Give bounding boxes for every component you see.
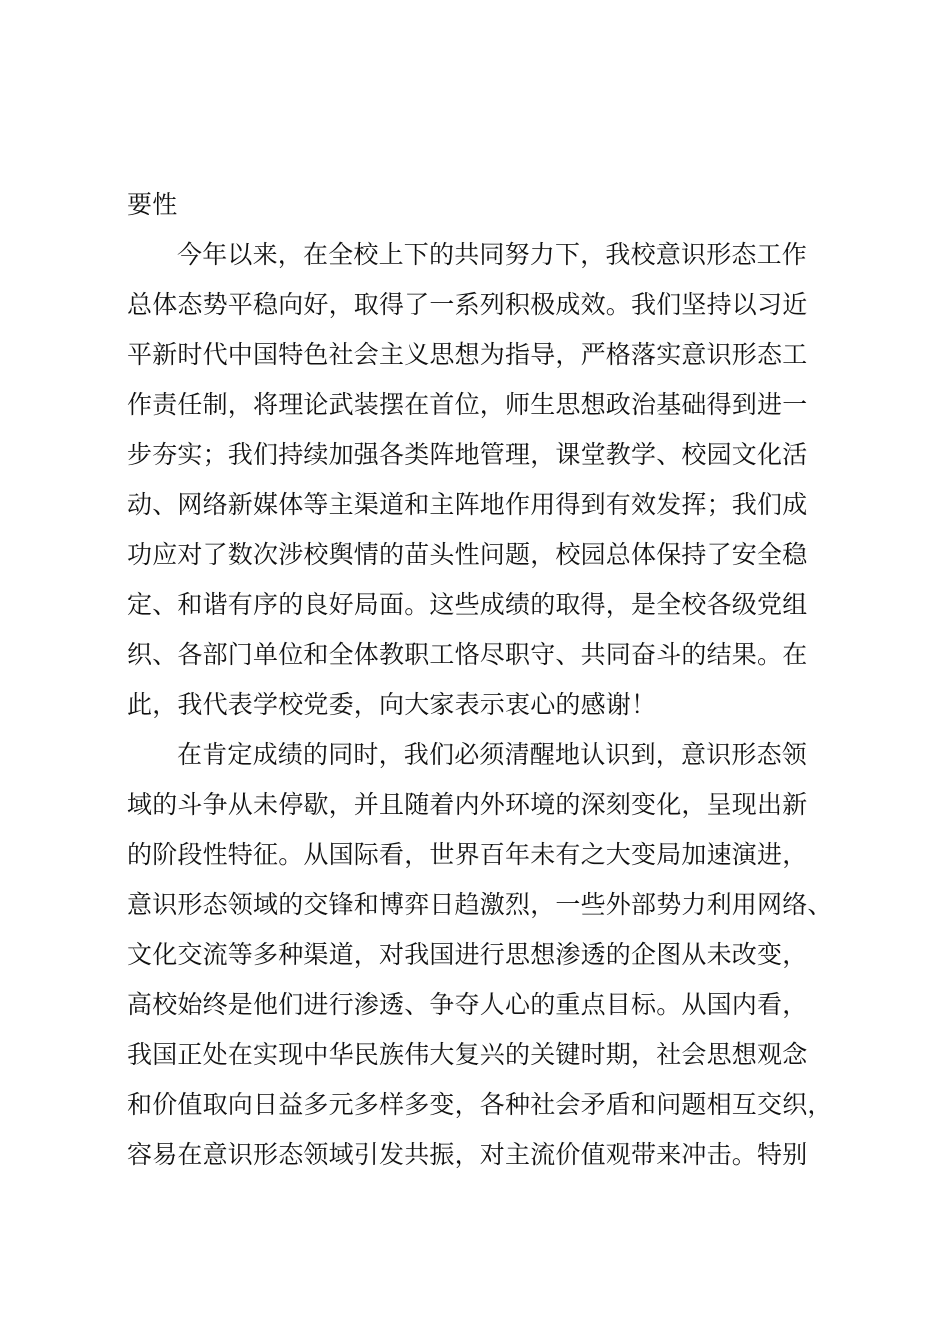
text-line: 和价值取向日益多元多样多变，各种社会矛盾和问题相互交织，	[127, 1090, 833, 1119]
text-line: 的阶段性特征。从国际看，世界百年未有之大变局加速演进，	[127, 840, 808, 869]
text-line: 织、各部门单位和全体教职工恪尽职守、共同奋斗的结果。在	[127, 640, 808, 669]
text-line: 我国正处在实现中华民族伟大复兴的关键时期，社会思想观念	[127, 1040, 808, 1069]
paragraph-first-line: 今年以来，在全校上下的共同努力下，我校意识形态工作	[177, 240, 808, 269]
text-line: 文化交流等多种渠道，对我国进行思想渗透的企图从未改变，	[127, 940, 808, 969]
text-line: 此，我代表学校党委，向大家表示衷心的感谢！	[127, 690, 657, 719]
text-line: 动、网络新媒体等主渠道和主阵地作用得到有效发挥；我们成	[127, 490, 808, 519]
text-line: 定、和谐有序的良好局面。这些成绩的取得，是全校各级党组	[127, 590, 808, 619]
text-line: 步夯实；我们持续加强各类阵地管理，课堂教学、校园文化活	[127, 440, 808, 469]
text-line: 容易在意识形态领域引发共振，对主流价值观带来冲击。特别	[127, 1140, 808, 1169]
paragraph-first-line: 在肯定成绩的同时，我们必须清醒地认识到，意识形态领	[177, 740, 808, 769]
text-line: 要性	[127, 190, 178, 219]
text-line: 平新时代中国特色社会主义思想为指导，严格落实意识形态工	[127, 340, 808, 369]
text-line: 意识形态领域的交锋和博弈日趋激烈，一些外部势力利用网络、	[127, 890, 833, 919]
text-line: 总体态势平稳向好，取得了一系列积极成效。我们坚持以习近	[127, 290, 808, 319]
text-line: 高校始终是他们进行渗透、争夺人心的重点目标。从国内看，	[127, 990, 808, 1019]
text-line: 域的斗争从未停歇，并且随着内外环境的深刻变化，呈现出新	[127, 790, 808, 819]
text-line: 功应对了数次涉校舆情的苗头性问题，校园总体保持了安全稳	[127, 540, 808, 569]
text-line: 作责任制，将理论武装摆在首位，师生思想政治基础得到进一	[127, 390, 808, 419]
